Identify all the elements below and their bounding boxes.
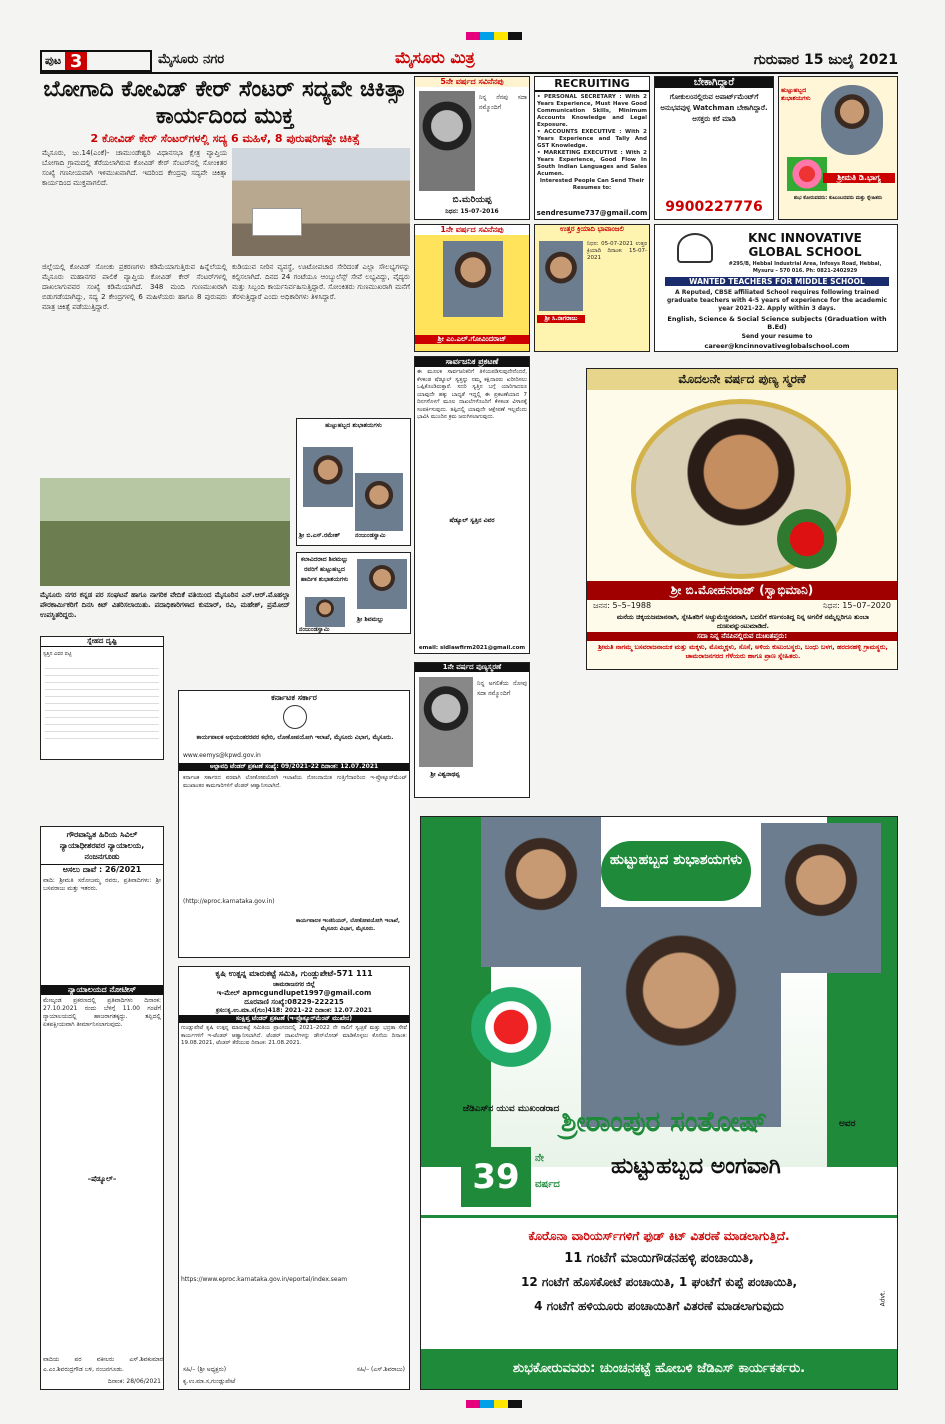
recruiting-item: • MARKETING EXECUTIVE : With 2 Years Experience, Good Flow In South Indian Languages and Sales Acumen. xyxy=(537,150,647,177)
tribute-1-title: 1ನೇ ವರ್ಷದ ಸವಿನೆನಪು xyxy=(415,225,529,235)
birthday-small-name: ಶ್ರೀಮತಿ ಡಿ.ಭಾಗ್ಯ xyxy=(823,173,895,183)
big-birthday-name: ಶ್ರೀರಾಂಪುರ ಸಂತೋಷ್ xyxy=(561,1105,768,1138)
big-birthday-age-suffix-1: ನೇ xyxy=(535,1153,544,1164)
gov-office: ಕಾರ್ಯಪಾಲಕ ಅಭಿಯಂತರರವರ ಕಛೇರಿ, ಲೋಕೋಪಯೋಗಿ ಇಲಾಖೆ, ಮೈಸೂರು ವಿಭಾಗ, ಮೈಸೂರು. xyxy=(196,734,394,741)
gov-web: www.eemys@kpwd.gov.in xyxy=(183,752,261,759)
gov-notice-no: ಅಲ್ಪಾವಧಿ ಟೆಂಡರ್ ಪ್ರಕಟಣೆ ಸಂಖ್ಯೆ: 09/2021-22 ದಿನಾಂಕ: 12.07.2021 xyxy=(179,763,409,771)
small-notice-text: ಸ್ವತ್ತಿನ ವಿವರ ಪಟ್ಟಿ xyxy=(43,651,72,657)
birthday-ad-mid-text: ಹುಟ್ಟುಹಬ್ಬದ ಶುಭಾಶಯಗಳು xyxy=(325,422,382,429)
apmc-sign-3: ಕೃ.ಉ.ಮಾ.ಸ,ಗುಂಡ್ಲುಪೇಟೆ xyxy=(183,1378,236,1385)
apmc-tender-notice xyxy=(178,966,410,1390)
big-birthday-title: ಹುಟ್ಟುಹಬ್ಬದ ಶುಭಾಶಯಗಳು xyxy=(601,841,751,901)
portrait-photo xyxy=(539,241,583,311)
page-header xyxy=(40,46,898,74)
recruiting-item: • ACCOUNTS EXECUTIVE : With 2 Years Experience and Tally And GST Knowledge. xyxy=(537,129,647,149)
lead-body-1: ಮೈಸೂರು, ಜು.14(ಎಂಕೆ)- ಚಾಮುಂಡೇಶ್ವರಿ ವಿಧಾನಸಭಾ ಕ್ಷೇತ್ರ ವ್ಯಾಪ್ತಿಯ ಬೋಗಾದಿ ಗ್ರಾಮದಲ್ಲಿ ತೆರೆಯಲಾಗಿರುವ ಕೋವಿಡ್ ಕೇರ್ ಸೆಂಟರ್‌ನಲ್ಲಿ ಸೋಂಕಿತರ ಸಂಖ್ಯೆ ಗಣನೀಯವಾಗಿ ಇಳಿಮುಖವಾಗಿದೆ. ಇದರಿಂದ ಕೇಂದ್ರವು ಸದ್ಯವೇ ಚಿಕಿತ್ಸಾ ಕಾರ್ಯದಿಂದ ಮುಕ್ತವಾಗಲಿದೆ. xyxy=(42,149,227,187)
court-body-2: ಮೇಲ್ಕಂಡ ಪ್ರಕರಣದಲ್ಲಿ ಪ್ರತಿವಾದಿಗಳು ದಿನಾಂಕ: 27.10.2021 ರಂದು ಬೆಳಿಗ್ಗೆ 11.00 ಗಂಟೆಗೆ ನ್ಯಾಯಾಲಯದಲ್ಲಿ ಹಾಜರಾಗತಕ್ಕದ್ದು. ತಪ್ಪಿದಲ್ಲಿ ಏಕಪಕ್ಷೀಯವಾಗಿ ತೀರ್ಮಾನಿಸಲಾಗುವುದು. xyxy=(43,997,161,1028)
punya-birth: ಜನನ: 5–5–1988 xyxy=(593,601,652,610)
birthday-mid2-name-2: ಶ್ರೀ ಶಿವಮಲ್ಲು xyxy=(357,616,384,623)
apmc-url: https://www.eproc.karnataka.gov.in/eportal/index.seam xyxy=(181,1276,348,1283)
wanted-title: ಬೇಕಾಗಿದ್ದಾರೆ xyxy=(655,77,773,88)
apmc-email: ಇ-ಮೇಲ್ apmcgundlupet1997@gmail.com xyxy=(216,989,372,997)
tribute-5-date: ನಿಧನ: 15-07-2016 xyxy=(445,208,499,215)
portrait-photo xyxy=(303,447,353,507)
birthday-small-footer: ಶುಭ ಕೋರುವವರು: ಕುಟುಂಬದವರು ಮತ್ತು ಸ್ನೇಹಿತರು xyxy=(793,195,883,201)
wanted-phone: 9900227776 xyxy=(665,199,763,215)
tribute-3-name: ಶ್ರೀ ವಿಶ್ವನಾಥಪ್ಪ xyxy=(430,771,460,778)
portrait-photo xyxy=(305,597,345,627)
lead-body-3: ಕುಡಿಯುವ ನೀರಿನ ವ್ಯವಸ್ಥೆ, ಊಟೋಪಚಾರ ಸೇರಿದಂತೆ ಎಲ್ಲಾ ಸೌಲಭ್ಯಗಳನ್ನು ಕಲ್ಪಿಸಲಾಗಿದೆ. ದಿನದ 24 ಗಂಟೆಯೂ ಆಂಬ್ಯುಲೆನ್ಸ್ ಸೇವೆ ಲಭ್ಯವಿದ್ದು, ವೈದ್ಯರು ಮತ್ತು ಸಿಬ್ಬಂದಿ ಕಾರ್ಯನಿರ್ವಹಿಸುತ್ತಿದ್ದಾರೆ. ಸೋಂಕಿತರು ಗುಣಮುಖರಾಗಿ ಮನೆಗೆ ತೆರಳುತ್ತಿದ್ದಾರೆ ಎಂದು ಅಧಿಕಾರಿಗಳು ತಿಳಿಸಿದ್ದಾರೆ. xyxy=(232,263,410,301)
lead-headline: ಬೋಗಾದಿ ಕೋವಿಡ್ ಕೇರ್ ಸೆಂಟರ್ ಸದ್ಯವೇ ಚಿಕಿತ್ಸಾ ಕಾರ್ಯದಿಂದ ಮುಕ್ತ xyxy=(43,76,407,129)
court-footer: ವಾದಿಯ ಪರ ವಕೀಲರು ಎಸ್.ಶಿವಕುಮಾರ ಎ.ಎಂ.ಶಿವರುದ್ರಗೌಡ ಬಳಿ, ನಂಜನಗೂಡು. xyxy=(43,1356,163,1373)
ambulance-shape xyxy=(252,208,302,236)
recruiting-email: sendresume737@gmail.com xyxy=(536,209,648,217)
karnataka-emblem-icon xyxy=(283,705,307,729)
recruiting-items xyxy=(535,92,649,194)
photo-caption: ಮೈಸೂರು ನಗರ ಕನ್ನಡ ಪರ ಸಂಘಟನೆ ಹಾಗೂ ನಾಗರಿಕ ವೇದಿಕೆ ವತಿಯಿಂದ ಮೈಸೂರಿನ ಎನ್.ಆರ್.ಮೊಹಲ್ಲಾ ಪೌರಕಾರ್ಮಿಕರಿಗೆ ದಿನಸಿ ಕಿಟ್ ವಿತರಿಸಲಾಯಿತು. ಪದಾಧಿಕಾರಿಗಳಾದ ಕುಮಾರ್, ರವಿ, ಮಹೇಶ್, ಪ್ರಮೋದ್ ಉಪಸ್ಥಿತರಿದ್ದರು. xyxy=(40,591,290,619)
big-birthday-tag: ಜೆಡಿಎಸ್‌ನ ಯುವ ಮುಖಂಡರಾದ xyxy=(462,1104,560,1114)
school-body: A Reputed, CBSE affiliated School requires following trained graduate teachers with 4-5 years of experience for the academic year 2021-22. Apply within 3 days. xyxy=(666,289,887,312)
portrait-photo xyxy=(443,241,503,317)
portrait-photo xyxy=(355,473,403,531)
uttara-title: ಉತ್ತರ ಕ್ರಿಯಾದಿ ಭಾವಾಂಜಲಿ xyxy=(560,225,624,233)
tribute-1-name: ಶ್ರೀ ಎಂ.ಎಲ್.ಗೋವಿಂದರಾಜ್ xyxy=(415,335,529,344)
group-photo xyxy=(40,478,290,586)
registration-bar xyxy=(508,32,522,40)
gov-body: ಕರ್ನಾಟಕ ಸರ್ಕಾರದ ಪರವಾಗಿ ಲೋಕೋಪಯೋಗಿ ಇಲಾಖೆಯ ನೋಂದಾಯಿತ ಗುತ್ತಿಗೆದಾರರಿಂದ ಇ-ಪ್ರೊಕ್ಯೂರ್‌ಮೆಂಟ್ ಮುಖಾಂತರ ಕಾಮಗಾರಿಗಳಿಗೆ ಟೆಂಡರ್ ಆಹ್ವಾನಿಸಲಾಗಿದೆ. xyxy=(183,775,407,789)
school-address: #295/B, Hebbal Industrial Area, Infosys Road, Hebbal, Mysuru – 570 016. Ph: 0821-2402929 xyxy=(728,261,882,274)
court-schedule: –ಷೆಡ್ಯೂಲ್– xyxy=(87,1175,117,1183)
punya-smarane-ad xyxy=(586,368,898,670)
big-birthday-age-suffix-2: ವರ್ಷದ xyxy=(535,1179,560,1190)
portrait-photo xyxy=(419,91,475,191)
advt-label: Advt. xyxy=(879,1290,887,1307)
lead-body-2: ಜಿಲ್ಲೆಯಲ್ಲಿ ಕೋವಿಡ್ ಸೋಂಕು ಪ್ರಕರಣಗಳು ಕಡಿಮೆಯಾಗುತ್ತಿರುವ ಹಿನ್ನೆಲೆಯಲ್ಲಿ ಮೈಸೂರು ಮಹಾನಗರ ಪಾಲಿಕೆ ವ್ಯಾಪ್ತಿಯ ಕೋವಿಡ್ ಕೇರ್ ಸೆಂಟರ್‌ಗಳಲ್ಲಿ ದಾಖಲಾಗುವವರ ಸಂಖ್ಯೆ ಕಡಿಮೆಯಾಗಿದೆ. 348 ಮಂದಿ ಗುಣಮುಖರಾಗಿ ಬಿಡುಗಡೆಯಾಗಿದ್ದು, ಸದ್ಯ 2 ಕೇಂದ್ರಗಳಲ್ಲಿ 6 ಮಹಿಳೆಯರು ಹಾಗೂ 8 ಪುರುಷರು ಮಾತ್ರ ಚಿಕಿತ್ಸೆ ಪಡೆಯುತ್ತಿದ್ದಾರೆ. xyxy=(42,263,227,311)
punya-text: ಮನೆಯ ಚಿಕ್ಕಯಜಮಾನನಾಗಿ, ಸ್ನೇಹಿತರಿಗೆ ಅಚ್ಚುಮೆಚ್ಚಿನವನಾಗಿ, ಬದಲಿಗೆ ಕರ್ಣನಂತಿದ್ದ ನಿನ್ನ ಅಗಲಿಕೆ ನಮ್ಮೆಲ್ಲರಿಗೂ ತುಂಬಾ ದುಃಖವನ್ನುಂಟುಮಾಡಿದೆ. xyxy=(616,613,870,630)
apmc-phone: ದೂರವಾಣಿ ಸಂಖ್ಯೆ:08229-222215 xyxy=(244,998,344,1006)
big-birthday-occasion: ಹುಟ್ಟುಹಬ್ಬದ ಅಂಗವಾಗಿ xyxy=(611,1153,781,1179)
gov-url: (http://eproc.karnataka.gov.in) xyxy=(183,898,275,905)
portrait-photo xyxy=(357,559,407,609)
school-ad xyxy=(654,224,898,352)
birthday-small-title: ಹುಟ್ಟುಹಬ್ಬದ ಶುಭಾಶಯಗಳು xyxy=(781,87,811,102)
flower-bouquet xyxy=(787,157,827,191)
gov-footer: ಕಾರ್ಯಪಾಲಕ ಇಂಜಿನಿಯರ್, ಲೋಕೋಪಯೋಗಿ ಇಲಾಖೆ, ಮೈಸೂರು ವಿಭಾಗ, ಮೈಸೂರು. xyxy=(296,918,400,932)
big-birthday-avaru: ಅವರ xyxy=(839,1119,856,1129)
page-label: ಪುಟ xyxy=(45,54,62,67)
tribute-ad-1st-year xyxy=(414,224,530,352)
recruiting-item: • PERSONAL SECRETARY : With 2 Years Experience, Must Have Good Communication Skills, Minimum Accounts Knowledge and Legal Exposure. xyxy=(537,94,647,128)
masthead: ಮೈಸೂರು ಮಿತ್ರ xyxy=(395,48,475,67)
small-notice-title: ಸ್ನೇಹದ ದೃಷ್ಟಿ xyxy=(41,637,163,647)
public-notice-body: ಈ ಮೂಲಕ ಸಾರ್ವಜನಿಕರಿಗೆ ತಿಳಿಯಪಡಿಸುವುದೇನೆಂದರೆ, ಕೆಳಕಂಡ ಷೆಡ್ಯೂಲ್ ಸ್ವತ್ತನ್ನು ನಮ್ಮ ಕಕ್ಷಿದಾರರು ಖರೀದಿಸಲು ಒಪ್ಪಿಕೊಂಡಿರುತ್ತಾರೆ. ಸದರಿ ಸ್ವತ್ತಿನ ಬಗ್ಗೆ ಯಾರಿಗಾದರೂ ಯಾವುದೇ ಹಕ್ಕು ಬಾಧ್ಯತೆ ಇದ್ದಲ್ಲಿ ಈ ಪ್ರಕಟಣೆಯಾದ 7 ದಿನಗಳೊಳಗೆ ಮೂಲ ದಾಖಲೆಗಳೊಂದಿಗೆ ಕೆಳಕಂಡ ವಿಳಾಸಕ್ಕೆ ಸಂಪರ್ಕಿಸುವುದು. ತಪ್ಪಿದಲ್ಲಿ ಯಾವುದೇ ಆಕ್ಷೇಪಣೆ ಇಲ್ಲವೆಂದು ಭಾವಿಸಿ ಮುಂದಿನ ಕ್ರಮ ಜರುಗಿಸಲಾಗುವುದು. xyxy=(417,369,527,420)
public-notice xyxy=(414,356,530,654)
tribute-ad-punya-1 xyxy=(414,662,530,798)
court-case: ಅಸಲು ದಾವೆ : 26/2021 xyxy=(62,865,142,874)
school-send: Send your resume to xyxy=(741,333,813,340)
public-notice-email: email: sidlawfirm2021@gmail.com xyxy=(418,645,526,651)
big-birthday-line-3: 12 ಗಂಟೆಗೆ ಹೊಸಕೋಟೆ ಪಂಚಾಯಿತಿ, 1 ಘಂಟೆಗೆ ಕುಪ್ಪೆ ಪಂಚಾಯಿತಿ, xyxy=(520,1275,798,1289)
uttara-name: ಶ್ರೀ ಸಿ.ನಾಗರಾಜು xyxy=(537,315,585,323)
wanted-text: ಗೋಕುಲಂನಲ್ಲಿರುವ ಅಪಾರ್ಟ್‌ಮೆಂಟ್‌ಗೆ ಅನುಭವವುಳ್ಳ Watchman ಬೇಕಾಗಿದ್ದಾರೆ. ಆಸಕ್ತರು ಕರೆ ಮಾಡಿ xyxy=(660,93,768,123)
recruiting-footer: Interested People Can Send Their Resumes to: xyxy=(539,178,645,191)
punya-title: ಮೊದಲನೇ ವರ್ಷದ ಪುಣ್ಯ ಸ್ಮರಣೆ xyxy=(587,369,897,390)
small-notice-box xyxy=(40,636,164,760)
birthday-ad-mid2 xyxy=(296,552,411,634)
recruiting-ad xyxy=(534,76,650,220)
recruiting-title: RECRUITING xyxy=(535,77,649,92)
registration-bar xyxy=(480,32,494,40)
registration-bar xyxy=(494,32,508,40)
gov-title: ಕರ್ನಾಟಕ ಸರ್ಕಾರ xyxy=(271,693,317,702)
section-name: ಮೈಸೂರು ನಗರ xyxy=(158,52,225,67)
school-logo-icon xyxy=(677,233,713,263)
small-notice-table xyxy=(45,665,159,745)
tribute-3-title: 1ನೇ ವರ್ಷದ ಪುಣ್ಯಸ್ಮರಣೆ xyxy=(415,663,529,672)
lead-subheadline: 2 ಕೋವಿಡ್ ಕೇರ್ ಸೆಂಟರ್‌ಗಳಲ್ಲಿ ಸದ್ಯ 6 ಮಹಿಳೆ, 8 ಪುರುಷರಿಗಷ್ಟೇ ಚಿಕಿತ್ಸೆ xyxy=(90,132,360,145)
big-birthday-ad xyxy=(420,816,898,1390)
apmc-sign-1: ಸಹಿ/– (ಶ್ರೀ ಅಧ್ಯಕ್ಷರು) xyxy=(183,1366,227,1373)
birthday-ad-small xyxy=(778,76,898,220)
big-birthday-line-1: ಕೊರೊನಾ ವಾರಿಯರ್ಸ್‌ಗಳಿಗೆ ಫುಡ್ ಕಿಟ್ ವಿತರಣೆ ಮಾಡಲಾಗುತ್ತಿದೆ. xyxy=(528,1229,790,1243)
covid-center-photo xyxy=(232,148,410,256)
apmc-sub: ಚಾಮರಾಜನಗರ ಜಿಲ್ಲೆ xyxy=(273,981,315,988)
birthday-mid-name-1: ಶ್ರೀ ಬಿ.ಎಸ್.ರಮೇಶ್ xyxy=(299,532,341,539)
punya-name: ಶ್ರೀ ಬಿ.ಮೋಹನರಾಜ್ (ಸ್ವಾಭಿಮಾನಿ) xyxy=(587,581,897,600)
registration-bar xyxy=(466,1400,480,1408)
big-birthday-age: 39 xyxy=(461,1147,531,1207)
court-body: ವಾದಿ: ಶ್ರೀಮತಿ ಸರೋಜಮ್ಮ ರವರು, ಪ್ರತಿವಾದಿಗಳು: ಶ್ರೀ ಬಸವರಾಜು ಮತ್ತು ಇತರರು. xyxy=(43,877,161,892)
registration-bar xyxy=(508,1400,522,1408)
rose-decoration xyxy=(777,509,837,569)
public-notice-title: ಸಾರ್ವಜನಿಕ ಪ್ರಕಟಣೆ xyxy=(415,357,529,367)
tribute-3-text: ನಿನ್ನ ಅಗಲಿಕೆಯ ನೋವು ಸದಾ ನಮ್ಮೊಂದಿಗೆ xyxy=(477,680,527,697)
school-name-2: GLOBAL SCHOOL xyxy=(748,245,862,259)
punya-family: ಶ್ರೀಮತಿ ನಾಗಮ್ಮ ಬಸವರಾಜನಾಯಕ ಮತ್ತು ಮಕ್ಕಳು, ಮೊಮ್ಮಕ್ಕಳು, ಸೊಸೆ, ಅಳಿಯ ಕುಟುಂಬಸ್ಥರು, ಬಂಧು ಬಳಗ, ಹರದನಹಳ್ಳಿ ಗ್ರಾಮಸ್ಥರು, ಚಾಮರಾಜನಗರದ ಗೆಳೆಯರು ಹಾಗೂ ಪ್ರಾಣ ಸ್ನೇಹಿತರು. xyxy=(598,643,888,660)
gov-tender-notice xyxy=(178,690,410,958)
uttara-text: ನಿಧನ: 05-07-2021 ಉತ್ತರ ಕ್ರಿಯಾದಿ ದಿನಾಂಕ: 15-07-2021 xyxy=(587,241,647,261)
tribute-ad-uttara xyxy=(534,224,650,352)
page-number: 3 xyxy=(65,52,87,70)
apmc-ref: ಕ್ರಸಂ:ಕೃ.ಉ.ಮಾ.ಸ(ಗುಂ)418: 2021–22 ದಿನಾಂಕ: 12.07.2021 xyxy=(216,1007,372,1014)
apmc-title: ಕೃಷಿ ಉತ್ಪನ್ನ ಮಾರುಕಟ್ಟೆ ಸಮಿತಿ, ಗುಂಡ್ಲುಪೇಟೆ-571 111 xyxy=(215,969,373,978)
tribute-ad-5th-year xyxy=(414,76,530,220)
big-birthday-line-4: 4 ಗಂಟೆಗೆ ಹಳಿಯೂರು ಪಂಚಾಯಿತಿಗೆ ವಿತರಣೆ ಮಾಡಲಾಗುವುದು xyxy=(534,1299,784,1313)
apmc-body: ಗುಂಡ್ಲುಪೇಟೆ ಕೃಷಿ ಉತ್ಪನ್ನ ಮಾರುಕಟ್ಟೆ ಸಮಿತಿಯ ಪ್ರಾಂಗಣದಲ್ಲಿ 2021–2022 ನೇ ಸಾಲಿಗೆ ಸ್ವಚ್ಛತೆ ಮತ್ತು ಭದ್ರತಾ ಸೇವೆ ಕಾರ್ಯಗಳಿಗೆ ಇ-ಟೆಂಡರ್ ಆಹ್ವಾನಿಸಲಾಗಿದೆ. ಟೆಂಡರ್ ದಾಖಲೆಗಳನ್ನು ಡೌನ್‌ಲೋಡ್ ಮಾಡಿಕೊಳ್ಳಲು ಕೊನೆಯ ದಿನಾಂಕ: 19.08.2021, ಟೆಂಡರ್ ತೆರೆಯುವ ದಿನಾಂಕ: 21.08.2021. xyxy=(181,1025,407,1046)
school-banner: WANTED TEACHERS FOR MIDDLE SCHOOL xyxy=(665,277,889,286)
birthday-mid-name-2: ನಂಜುಂಡಸ್ವಾಮಿ xyxy=(355,532,386,539)
apmc-sign-2: ಸಹಿ/– (ಎಸ್.ಶಿವರಾಜು) xyxy=(356,1366,405,1373)
tribute-5-name: ಬಿ.ಮರಿಯಪ್ಪ xyxy=(452,195,492,205)
court-title-2: ನ್ಯಾಯಾಲಯದ ನೋಟೀಸ್ xyxy=(41,985,163,995)
birthday-mid2-text: ಕಲಾವಿದರಾದ ಶಿವಮಲ್ಲು ರವರಿಗೆ ಹುಟ್ಟುಹಬ್ಬದ ಹಾರ್ದಿಕ ಶುಭಾಶಯಗಳು xyxy=(300,556,349,583)
public-notice-schedule-title: ಷೆಡ್ಯೂಲ್ ಸ್ವತ್ತಿನ ವಿವರ xyxy=(449,517,495,524)
registration-bar xyxy=(466,32,480,40)
tribute-5-text: ನಿನ್ನ ನೆನಪು ಸದಾ ನಮ್ಮೊಂದಿಗೆ xyxy=(479,94,527,111)
birthday-mid2-name-1: ನಂಜುಂಡಸ್ವಾಮಿ xyxy=(299,626,330,633)
tribute-5-title: 5ನೇ ವರ್ಷದ ಸವಿನೆನಪು xyxy=(415,77,529,87)
school-email: career@kncinnovativeglobalschool.com xyxy=(704,342,850,350)
wanted-ad xyxy=(654,76,774,220)
portrait-photo xyxy=(419,677,473,767)
apmc-banner: ಸಂಕ್ಷಿಪ್ತ ಟೆಂಡರ್ ಪ್ರಕಟಣೆ (ಇ-ಪ್ರೊಕ್ಯೂರ್‌ಮೆಂಟ್ ಮುಖೇನ) xyxy=(179,1015,409,1023)
court-date: ದಿನಾಂಕ: 28/06/2021 xyxy=(107,1378,161,1385)
court-notice xyxy=(40,826,164,1390)
birthday-ad-mid xyxy=(296,418,411,546)
punya-banner: ಸದಾ ನಿನ್ನ ನೆನಪಿನಲ್ಲಿರುವ ದುಃಖತಪ್ತರು: xyxy=(587,632,897,641)
big-birthday-footer: ಶುಭಕೋರುವವರು: ಚುಂಚನಕಟ್ಟೆ ಹೋಬಳಿ ಜೆಡಿಎಸ್ ಕಾರ್ಯಕರ್ತರು. xyxy=(421,1349,897,1389)
school-name-1: KNC INNOVATIVE xyxy=(748,231,862,245)
court-title: ಗೌರವಾನ್ವಿತ ಹಿರಿಯ ಸಿವಿಲ್ ನ್ಯಾಯಾಧೀಶರವರ ನ್ಯಾಯಾಲಯ, ನಂಜನಗೂಡು xyxy=(41,827,163,865)
big-birthday-line-2: 11 ಗಂಟೆಗೆ ಮಾಯಿಗೌಡನಹಳ್ಳಿ ಪಂಚಾಯಿತಿ, xyxy=(564,1251,754,1266)
school-subjects: English, Science & Social Science subjects (Graduation with B.Ed) xyxy=(667,315,887,331)
flower-bouquet xyxy=(471,987,551,1067)
punya-death: ನಿಧನ: 15–07–2020 xyxy=(822,601,891,610)
main-portrait-photo xyxy=(581,907,781,1127)
registration-bar xyxy=(494,1400,508,1408)
divider xyxy=(421,1215,897,1218)
registration-bar xyxy=(480,1400,494,1408)
page-number-box xyxy=(40,50,152,72)
issue-date: ಗುರುವಾರ 15 ಜುಲೈ 2021 xyxy=(753,52,898,68)
portrait-photo xyxy=(821,85,883,155)
